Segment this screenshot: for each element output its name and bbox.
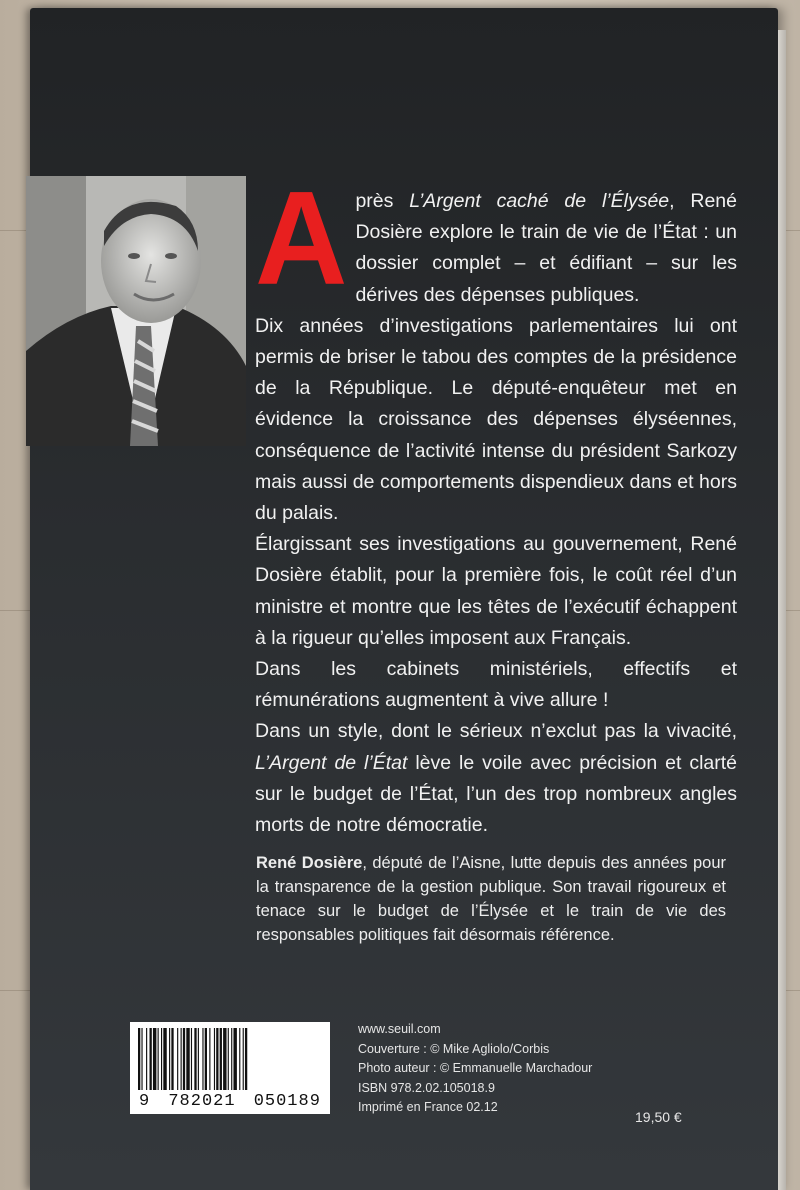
isbn-number: ISBN 978.2.02.105018.9 [358,1080,495,1095]
drop-cap-letter: A [255,164,348,313]
author-photo [26,176,246,446]
isbn-barcode [130,1022,330,1114]
book-page-edge [778,30,786,1190]
paragraph-style: Dans un style, dont le sérieux n’exclut pas la vivacité, L’Argent de l’État lève le voile avec précision et clarté sur le budget de l’État, l’un des trop nombreux angles morts de notre démocratie. [255,720,738,837]
book-title: L’Argent de l’État [255,751,408,774]
print-info: Imprimé en France 02.12 [358,1100,498,1114]
intro-paragraph: Après L’Argent caché de l’Élysée, René Dosière explore le train de vie de l’État : un dossier complet – et édifiant – sur les dérives des dépenses publiques. [255,164,737,313]
photo-credit: Photo auteur : © Emmanuelle Marchadour [358,1061,593,1075]
barcode-bars [138,1028,322,1090]
book-back-cover [30,8,778,1190]
paragraph-investigations: Dix années d’investigations parlementaires lui ont permis de briser le tabou des comptes de la présidence de la République. Le député-enquêteur met en évidence la croissance des dépenses élyséennes, conséquence de l’activité intense du président Sarkozy mais aussi de comportements dispendieux dans et hors du palais. [255,314,737,525]
publisher-credits [358,1020,592,1118]
author-bio: René Dosière, député de l’Aisne, lutte depuis des années pour la transparence de la gestion publique. Son travail rigoureux et tenace sur le budget de l’Élysée et le train de vie des responsables politiques fait désormais référence. [256,854,726,944]
cited-book-title: L’Argent caché de l’Élysée [409,190,670,212]
cover-credit: Couverture : © Mike Agliolo/Corbis [358,1041,550,1056]
barcode-digits: 9 782021 050189 [139,1092,321,1111]
paragraph-cabinets: Dans les cabinets ministériels, effectifs et rémunérations augmentent à vive allure ! [255,658,737,712]
price-label: 19,50 € [635,1109,682,1125]
website-link: www.seuil.com [358,1022,441,1036]
author-name: René Dosière [256,854,363,872]
blurb-text [255,164,738,841]
paragraph-government: Élargissant ses investigations au gouvernement, René Dosière établit, pour la première fois, le coût réel d’un ministre et montre que les têtes de l’exécutif échappent à la rigueur qu’elles imposent aux Français. [255,533,737,649]
